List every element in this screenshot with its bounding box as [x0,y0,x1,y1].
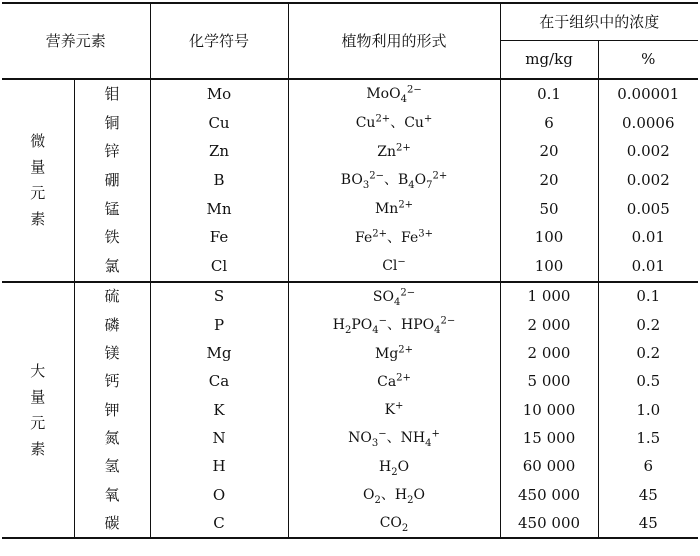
utilized-form: $CO_2$ [288,509,500,538]
concentration-percent: 0.5 [598,368,698,396]
utilized-form: $NO_3^-$、$NH_4^+$ [288,424,500,452]
table-row [2,223,698,252]
table-row [2,481,698,509]
table-row [2,137,698,166]
table-row [2,509,698,538]
element-symbol: H [150,453,288,481]
concentration-mgkg: 2 000 [500,311,598,339]
element-name: 氢 [74,453,150,481]
concentration-percent: 0.002 [598,137,698,166]
element-symbol: S [150,282,288,311]
concentration-percent: 0.01 [598,223,698,252]
element-name: 氯 [74,252,150,282]
table-row [2,79,698,109]
utilized-form: K+ [288,396,500,424]
utilized-form: Cl− [288,252,500,282]
header-chemical-symbol: 化学符号 [150,3,288,79]
header-utilized-form: 植物利用的形式 [288,3,500,79]
utilized-form: $O_2$、$H_2O$ [288,481,500,509]
table-row [2,282,698,311]
table-row [2,453,698,481]
concentration-percent: 45 [598,509,698,538]
utilized-form: $Mn^{2+}$ [288,195,500,224]
element-name: 锌 [74,137,150,166]
header-unit-mgkg: mg/kg [500,41,598,80]
element-name: 磷 [74,311,150,339]
utilized-form: $Mg^{2+}$ [288,339,500,367]
utilized-form: $Cu^{2+}$、Cu+ [288,109,500,138]
concentration-mgkg: 15 000 [500,424,598,452]
table-row [2,368,698,396]
utilized-form: MoO$_4^{2-}$ [288,79,500,109]
group-label-micro: 微 量 元 素 [2,79,74,282]
header-tissue-concentration: 在于组织中的浓度 [500,3,698,41]
header-unit-percent: % [598,41,698,80]
concentration-mgkg: 50 [500,195,598,224]
element-symbol: Cl [150,252,288,282]
table-row [2,252,698,282]
concentration-percent: 1.0 [598,396,698,424]
utilized-form: $Ca^{2+}$ [288,368,500,396]
utilized-form: $BO_3^{2-}$、$B_4O_7^{2+}$ [288,166,500,195]
table-row [2,109,698,138]
element-name: 氧 [74,481,150,509]
concentration-mgkg: 100 [500,252,598,282]
table-row [2,396,698,424]
element-name: 铁 [74,223,150,252]
concentration-mgkg: 20 [500,137,598,166]
concentration-percent: 0.005 [598,195,698,224]
concentration-percent: 0.00001 [598,79,698,109]
element-name: 硫 [74,282,150,311]
concentration-percent: 0.1 [598,282,698,311]
element-name: 钼 [74,79,150,109]
concentration-percent: 1.5 [598,424,698,452]
element-name: 铜 [74,109,150,138]
concentration-mgkg: 0.1 [500,79,598,109]
utilized-form: $H_2O$ [288,453,500,481]
concentration-mgkg: 1 000 [500,282,598,311]
concentration-percent: 0.0006 [598,109,698,138]
utilized-form: $Fe^{2+}$、$Fe^{3+}$ [288,223,500,252]
concentration-mgkg: 100 [500,223,598,252]
concentration-mgkg: 60 000 [500,453,598,481]
element-name: 镁 [74,339,150,367]
concentration-mgkg: 450 000 [500,481,598,509]
concentration-mgkg: 6 [500,109,598,138]
utilized-form: $Zn^{2+}$ [288,137,500,166]
element-symbol: N [150,424,288,452]
concentration-percent: 0.01 [598,252,698,282]
element-name: 氮 [74,424,150,452]
concentration-percent: 45 [598,481,698,509]
concentration-percent: 0.002 [598,166,698,195]
header-nutrient-element: 营养元素 [45,31,106,50]
element-symbol: Ca [150,368,288,396]
element-symbol: O [150,481,288,509]
element-symbol: B [150,166,288,195]
element-name: 钙 [74,368,150,396]
table-row [2,311,698,339]
utilized-form: $H_2PO_4^-$、$HPO_4^{2-}$ [288,311,500,339]
nutrient-table [2,2,698,539]
concentration-mgkg: 20 [500,166,598,195]
concentration-mgkg: 2 000 [500,339,598,367]
element-name: 钾 [74,396,150,424]
element-symbol: C [150,509,288,538]
element-name: 硼 [74,166,150,195]
table-row [2,195,698,224]
element-name: 锰 [74,195,150,224]
concentration-mgkg: 10 000 [500,396,598,424]
concentration-mgkg: 450 000 [500,509,598,538]
concentration-percent: 0.2 [598,339,698,367]
element-symbol: Fe [150,223,288,252]
utilized-form: $SO_4^{2-}$ [288,282,500,311]
element-symbol: Mn [150,195,288,224]
element-symbol: Mo [150,79,288,109]
group-label-macro: 大 量 元 素 [2,282,74,539]
concentration-percent: 0.2 [598,311,698,339]
element-symbol: K [150,396,288,424]
element-symbol: P [150,311,288,339]
table-row [2,424,698,452]
concentration-mgkg: 5 000 [500,368,598,396]
concentration-percent: 6 [598,453,698,481]
element-symbol: Cu [150,109,288,138]
element-name: 碳 [74,509,150,538]
element-symbol: Zn [150,137,288,166]
table-row [2,166,698,195]
table-row [2,339,698,367]
element-symbol: Mg [150,339,288,367]
